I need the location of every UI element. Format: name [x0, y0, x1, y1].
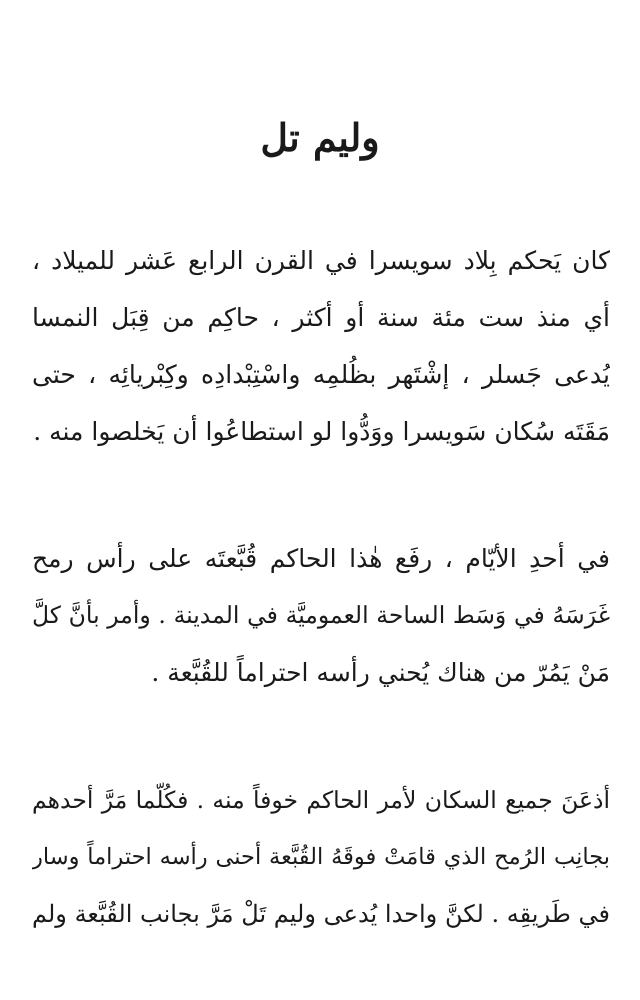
paragraph-line: في أحدِ الأيّام ، رفَع هٰذا الحاكم قُبَّعتَه على رأس رمح: [32, 544, 610, 573]
paragraph-line: غَرَسَهُ في وَسَط الساحة العموميَّة في المدينة . وأمر بأنَّ كلَّ: [32, 601, 610, 629]
paragraph-line: أذعَنَ جميع السكان لأمر الحاكم خوفاً منه . فكُلّما مَرَّ أحدهم: [32, 786, 610, 814]
paragraph-line: مَنْ يَمُرّ من هناك يُحني رأسه احتراماً للقُبَّعة .: [151, 658, 610, 687]
paragraph-line: بجانِب الرُمح الذي قامَتْ فوقَهُ القُبَّعة أحنى رأسه احتراماً وسار: [32, 844, 610, 870]
paragraph-line: مَقَتَه سُكان سَويسرا ووَدُّوا لو استطاعُوا أن يَخلصوا منه .: [33, 417, 610, 446]
paragraph-3: [32, 772, 610, 943]
paragraph-line: كان يَحكم بِلاد سويسرا في القرن الرابع عَشر للميلاد ،: [32, 246, 610, 275]
story-title: وليم تل: [260, 115, 380, 160]
paragraph-1: [32, 232, 610, 460]
paragraph-2: [32, 530, 610, 701]
paragraph-line: في طَريقِه . لكنَّ واحدا يُدعى وليم تَلْ مَرَّ بجانب القُبَّعة ولم: [32, 900, 610, 928]
paragraph-line: أي منذ ست مئة سنة أو أكثر ، حاكِم من قِبَل النمسا: [32, 303, 610, 332]
paragraph-line: يُدعى جَسلر ، إشْتَهر بظُلمِه واسْتِبْدادِه وكِبْريائِه ، حتى: [32, 360, 610, 389]
